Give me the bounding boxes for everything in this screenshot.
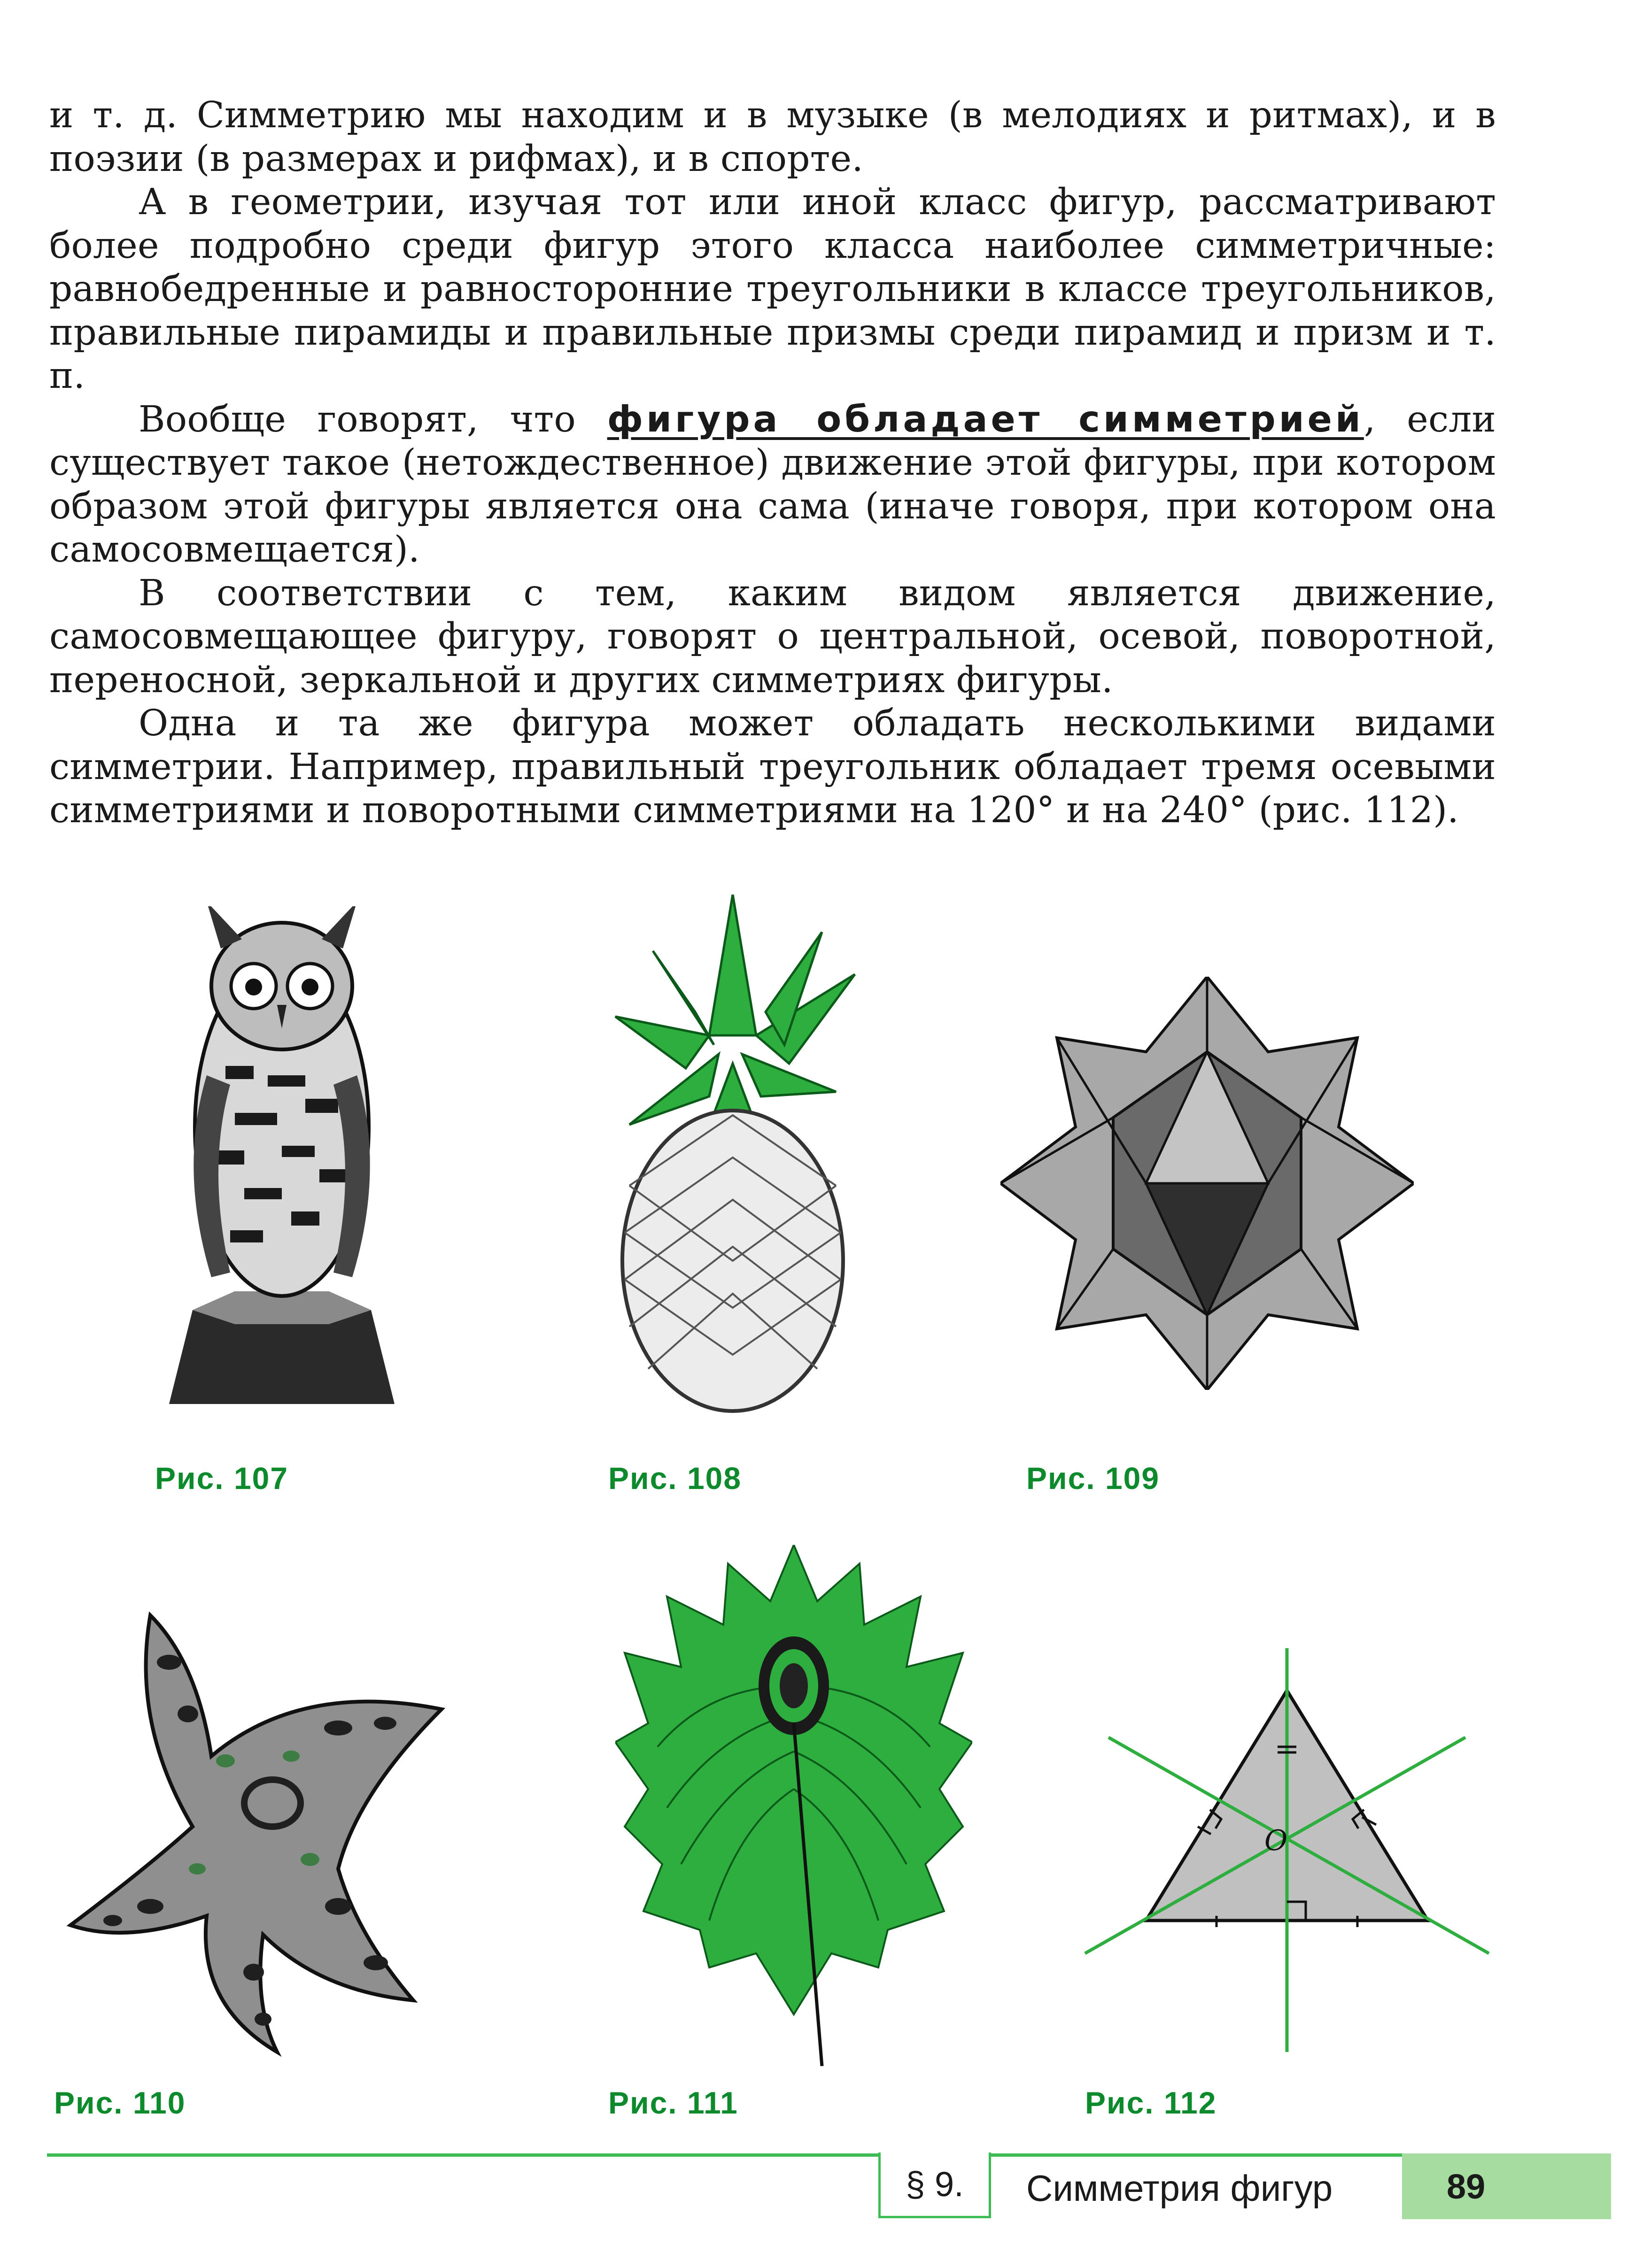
caption-fig-107: Рис. 107 — [155, 1461, 289, 1496]
paragraph-2: А в геометрии, изучая тот или иной класс фигур, рассматривают более подробно среди фигур этого класса наиболее симметричные: равнобедренные и равносторонние треугольники в классе треугольников, правильные пирамиды и правильные призмы среди пирамид и призм и т. п. — [49, 181, 1496, 397]
caption-fig-108: Рис. 108 — [608, 1461, 742, 1496]
feather-figure — [615, 1545, 972, 2066]
paragraph-1: и т. д. Симметрию мы находим и в музыке (в мелодиях и ритмах), и в поэзии (в размерах и рифмах), и в спорте. — [49, 94, 1496, 180]
pineapple-figure — [601, 895, 864, 1416]
triangle-figure — [1080, 1648, 1494, 2061]
caption-fig-112: Рис. 112 — [1085, 2085, 1217, 2120]
paragraph-3-start: Вообще говорят, что — [139, 398, 607, 440]
caption-fig-111: Рис. 111 — [608, 2085, 738, 2120]
section-title: Симметрия фигур — [1026, 2168, 1333, 2209]
footer-rule — [47, 2153, 1611, 2157]
paragraph-4: В соответствии с тем, каким видом является движение, самосовмещающее фигуру, говорят о центральной, осевой, поворотной, переносной, зеркальной и других симметриях фигуры. — [49, 572, 1496, 701]
paragraph-3 — [49, 398, 1496, 572]
owl-figure — [150, 906, 413, 1413]
page-number: 89 — [1402, 2153, 1611, 2219]
polyhedron-figure — [1000, 977, 1414, 1390]
center-label-o: O — [1264, 1824, 1288, 1857]
paragraph-5: Одна и та же фигура может обладать несколькими видами симметрии. Например, правильный треугольник обладает тремя осевыми симметриями и поворотными симметриями на 120° и на 240° (рис. 112). — [49, 702, 1496, 831]
caption-fig-110: Рис. 110 — [54, 2085, 186, 2120]
starfish-figure — [56, 1606, 479, 2057]
paragraph-3-end: , если существует такое (нетождественное) движение этой фигуры, при котором образом этой фигуры является она сама (иначе говоря, при котором она самосовмещается). — [49, 398, 1496, 571]
body-text — [49, 94, 1496, 833]
section-number: § 9. — [878, 2152, 991, 2218]
definition-term: фигура обладает симметрией — [607, 398, 1364, 440]
caption-fig-109: Рис. 109 — [1026, 1461, 1160, 1496]
